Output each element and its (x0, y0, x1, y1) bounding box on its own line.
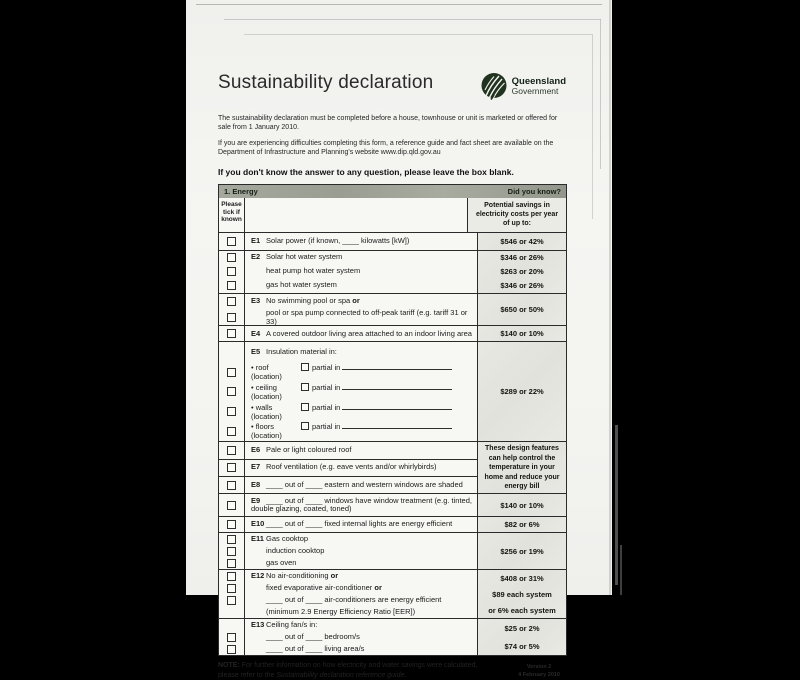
tick-checkbox[interactable] (227, 253, 236, 262)
line-text (245, 595, 477, 606)
form-line (219, 606, 477, 618)
partial-in-label: partial in (312, 402, 341, 412)
savings-value: $289 or 22% (500, 387, 544, 397)
form-line (219, 582, 477, 594)
partial-in-label: partial in (312, 382, 341, 392)
row-main-E12 (219, 570, 477, 618)
tick-checkbox[interactable] (227, 407, 236, 416)
line-text (245, 462, 477, 473)
question-text: fixed evaporative air-conditioner (266, 582, 375, 592)
line-text (245, 266, 477, 277)
question-text-bold: or (374, 582, 382, 592)
location-label: (location) (251, 372, 282, 382)
question-text: gas hot water system (266, 280, 337, 290)
form-line (219, 619, 477, 631)
savings-value: $25 or 2% (504, 623, 540, 633)
tick-checkbox[interactable] (227, 297, 236, 306)
form-line (219, 326, 477, 341)
question-text: No swimming pool or spa (266, 296, 353, 306)
tick-cell (219, 494, 245, 516)
partial-in-label: partial in (312, 422, 341, 432)
location-blank[interactable] (342, 382, 452, 390)
row-number: E5 (251, 346, 261, 356)
question-text: Gas cooktop (266, 533, 309, 543)
tick-cell (219, 643, 245, 655)
question-text: Solar hot water system (266, 252, 343, 262)
savings-cell-E5 (477, 342, 566, 441)
tick-checkbox[interactable] (227, 481, 236, 490)
form-line (219, 402, 477, 422)
table-rows (219, 233, 566, 656)
form-line (219, 421, 477, 441)
savings-value: $140 or 10% (500, 500, 544, 510)
tick-checkbox[interactable] (227, 313, 236, 322)
logo-text-queensland: Queensland (511, 75, 566, 87)
savings-value: $650 or 50% (500, 304, 544, 314)
table-row-E11 (219, 533, 566, 570)
savings-value: $346 or 26% (500, 281, 544, 290)
question-text: ____ out of ____ windows have window treatment (e.g. tinted, double glazing, coated, toned) (251, 495, 472, 514)
tick-checkbox[interactable] (227, 520, 236, 529)
savings-cell-E10 (477, 517, 566, 532)
savings-value: $74 or 5% (504, 641, 540, 651)
tick-cell (219, 606, 245, 618)
tick-cell (219, 460, 245, 476)
partial-checkbox[interactable] (301, 422, 309, 430)
table-row-E9 (219, 494, 566, 517)
form-line (219, 265, 477, 279)
line-text (245, 496, 477, 516)
tick-cell (219, 594, 245, 606)
row-number: E10 (251, 519, 265, 529)
line-text (245, 534, 477, 545)
row-main-E13 (219, 619, 477, 655)
row-number: E8 (251, 479, 261, 489)
page-title: Sustainability declaration (218, 72, 434, 93)
row-main-E4 (219, 326, 477, 341)
form-line (219, 307, 477, 326)
tick-checkbox[interactable] (227, 645, 236, 654)
section-header-bar (219, 185, 566, 198)
question-text: heat pump hot water system (266, 266, 361, 276)
document-header (218, 72, 566, 101)
line-text (245, 519, 477, 530)
table-row-E4 (219, 326, 566, 342)
line-text (245, 361, 477, 383)
savings-value: $408 or 31% (500, 573, 544, 583)
tick-cell (219, 326, 245, 341)
savings-cell-E12 (477, 570, 566, 618)
savings-cell-E9 (477, 494, 566, 516)
table-row-E6-E8 (219, 442, 566, 494)
line-text (245, 583, 477, 594)
tick-cell (219, 342, 245, 362)
location-label: (location) (251, 411, 282, 421)
tick-cell (219, 477, 245, 493)
tick-cell (219, 362, 245, 382)
table-column-headers (219, 198, 566, 233)
table-subrow (219, 460, 477, 477)
form-line (219, 594, 477, 606)
insulation-area-label: • floors (251, 422, 275, 432)
row-number: E11 (251, 533, 264, 543)
line-text (245, 546, 477, 557)
form-line (219, 557, 477, 569)
line-text (245, 308, 477, 328)
question-text: Ceiling fan/s in: (266, 619, 318, 629)
question-column-header (245, 198, 467, 232)
row-number: E3 (251, 296, 261, 306)
row-main-E5 (219, 342, 477, 441)
line-text (245, 445, 477, 456)
form-line (219, 533, 477, 545)
row-number: E2 (251, 252, 261, 262)
savings-value: $346 or 26% (500, 253, 544, 262)
tick-cell (219, 442, 245, 458)
intro-paragraph-1: The sustainability declaration must be completed before a house, townhouse or unit is marketed or offered for sale from 1 January 2010. (218, 115, 558, 132)
row-number: E1 (251, 235, 261, 245)
tick-cell (219, 251, 245, 265)
energy-section-table (218, 184, 567, 657)
tick-checkbox[interactable] (227, 267, 236, 276)
tick-checkbox[interactable] (227, 463, 236, 472)
table-row-E5 (219, 342, 566, 442)
tick-checkbox[interactable] (227, 281, 236, 290)
question-text: ____ out of ____ living area/s (266, 643, 365, 653)
line-text (245, 607, 477, 618)
sheet-edge-artifact (609, 0, 611, 595)
tick-cell (219, 265, 245, 279)
section-title: 1. Energy (224, 186, 258, 196)
question-text: ____ out of ____ bedroom/s (266, 631, 360, 641)
savings-cell-E3 (477, 294, 566, 326)
row-main-E3 (219, 294, 477, 326)
row-number: E13 (251, 619, 265, 629)
tick-checkbox[interactable] (227, 584, 236, 593)
tick-checkbox[interactable] (227, 501, 236, 510)
version-block (518, 664, 566, 680)
question-text: ____ out of ____ eastern and western windows are shaded (266, 479, 463, 489)
savings-cell-E1 (477, 233, 566, 250)
sheet-edge-artifact (600, 19, 601, 169)
tick-checkbox[interactable] (227, 633, 236, 642)
question-text: ____ out of ____ fixed internal lights are energy efficient (266, 519, 453, 529)
row-number: E9 (251, 495, 261, 505)
tick-checkbox[interactable] (227, 427, 236, 436)
question-text: Solar power (if known, ____ kilowatts [kW]) (266, 235, 410, 245)
insulation-area-label: • ceiling (251, 382, 277, 392)
form-line (219, 477, 477, 493)
line-text (245, 620, 477, 631)
tick-cell (219, 517, 245, 532)
tick-cell (219, 545, 245, 557)
location-label: (location) (251, 431, 282, 441)
tick-cell (219, 294, 245, 310)
sheet-edge-artifact (620, 545, 622, 595)
line-text (245, 252, 477, 263)
table-row-E13 (219, 619, 566, 655)
row-number: E6 (251, 444, 261, 454)
question-text: gas oven (266, 557, 297, 567)
version-date: 4 February 2010 (518, 672, 560, 679)
row-number: E4 (251, 328, 261, 338)
savings-value: $263 or 20% (500, 267, 544, 276)
tick-checkbox[interactable] (227, 368, 236, 377)
line-text (245, 571, 477, 582)
savings-note: These design features can help control the temperature in your home and reduce your energy bill (484, 445, 560, 490)
question-text: Roof ventilation (e.g. eave vents and/or whirlybirds) (266, 462, 437, 472)
row-number: E12 (251, 570, 265, 580)
qld-coat-of-arms-icon (481, 72, 508, 101)
row-number: E7 (251, 462, 261, 472)
savings-value: $82 or 6% (504, 520, 540, 530)
line-text (245, 296, 477, 307)
tick-cell (219, 557, 245, 569)
question-text: (minimum 2.9 Energy Efficiency Ratio [EER]) (266, 606, 416, 616)
form-line (219, 362, 477, 382)
question-text-bold: or (330, 570, 339, 580)
savings-cell-E13 (477, 619, 566, 655)
form-line (219, 233, 477, 250)
form-line (219, 442, 477, 458)
tick-cell (219, 631, 245, 643)
document-footer (218, 661, 566, 680)
savings-value: $140 or 10% (500, 329, 544, 339)
note-label: NOTE: (218, 662, 240, 670)
row-main-E11 (219, 533, 477, 569)
table-subrow (219, 442, 477, 459)
did-you-know-label: Did you know? (507, 186, 561, 196)
form-line (219, 251, 477, 265)
savings-cell-E11 (477, 533, 566, 569)
question-text: pool or spa pump connected to off-peak tariff (e.g. tariff 31 or 33) (266, 307, 468, 326)
partial-checkbox[interactable] (301, 403, 309, 411)
savings-cell-E2 (477, 251, 566, 293)
tick-cell (219, 619, 245, 631)
table-row-E3 (219, 294, 566, 327)
savings-value: $546 or 42% (500, 236, 544, 246)
line-text (245, 644, 477, 655)
tick-checkbox[interactable] (227, 387, 236, 396)
form-line (219, 570, 477, 582)
instruction-text: If you don't know the answer to any question, please leave the box blank. (218, 166, 514, 177)
row-main-E2 (219, 251, 477, 293)
location-label: (location) (251, 391, 282, 401)
line-text (245, 480, 477, 491)
form-line (219, 279, 477, 293)
note-text: NOTE: For further information on how electricity and water savings were calculated, please refer to the Sustainability declaration reference guide. (218, 662, 478, 679)
partial-checkbox[interactable] (301, 383, 309, 391)
partial-checkbox[interactable] (301, 363, 309, 371)
question-text: No air-conditioning (266, 570, 331, 580)
question-text-bold: or (352, 296, 360, 306)
line-text (245, 558, 477, 569)
tick-cell (219, 233, 245, 250)
partial-in-label: partial in (312, 363, 341, 373)
reference-guide-title: Sustainability declaration reference guide. (276, 671, 407, 679)
line-text (245, 236, 477, 247)
row-main-E1 (219, 233, 477, 250)
tick-cell (219, 402, 245, 422)
table-row-E1 (219, 233, 566, 251)
logo-text-government: Government (511, 86, 559, 97)
tick-cell (219, 533, 245, 545)
tick-cell (219, 279, 245, 293)
savings-cell-E4 (477, 326, 566, 341)
form-line (219, 517, 477, 532)
form-line (219, 545, 477, 557)
tick-cell (219, 382, 245, 402)
question-text: Insulation material in: (266, 346, 337, 356)
savings-value: $89 each system (492, 589, 552, 599)
tick-checkbox[interactable] (227, 535, 236, 544)
tick-checkbox[interactable] (227, 596, 236, 605)
tick-checkbox[interactable] (227, 329, 236, 338)
tick-checkbox[interactable] (227, 572, 236, 581)
tick-cell (219, 582, 245, 594)
insulation-area-label: • walls (251, 402, 273, 412)
tick-checkbox[interactable] (227, 547, 236, 556)
line-text (245, 381, 477, 403)
line-text (245, 347, 477, 358)
tick-cell (219, 570, 245, 582)
question-text: Pale or light coloured roof (266, 444, 352, 454)
table-row-E10 (219, 517, 566, 533)
savings-cell-E6-E8 (477, 442, 566, 493)
row-main-E9 (219, 494, 477, 516)
line-text (245, 632, 477, 643)
form-line (219, 643, 477, 655)
version-label: Version 2 (526, 664, 552, 671)
scanned-document-page (186, 0, 612, 679)
line-text (245, 401, 477, 423)
form-line (219, 631, 477, 643)
row-main-E6-E8 (219, 442, 477, 493)
row-main-E10 (219, 517, 477, 532)
form-line (219, 494, 477, 516)
sheet-edge-artifact (592, 34, 593, 219)
form-line (219, 382, 477, 402)
table-row-E2 (219, 251, 566, 294)
tick-cell (219, 421, 245, 441)
tick-checkbox[interactable] (227, 237, 236, 246)
savings-column-header: Potential savings in electricity costs per year of up to: (467, 198, 566, 232)
line-text (245, 329, 477, 340)
location-blank[interactable] (342, 402, 452, 410)
question-text: induction cooktop (266, 545, 325, 555)
savings-value: $256 or 19% (500, 546, 544, 556)
table-row-E12 (219, 570, 566, 619)
sheet-edge-artifact (615, 425, 618, 585)
tick-column-header: Please tick if known (219, 198, 245, 232)
question-text: ____ out of ____ air-conditioners are energy efficient (266, 594, 442, 604)
line-text (245, 420, 477, 442)
tick-cell (219, 310, 245, 326)
form-line (219, 342, 477, 362)
form-line (219, 460, 477, 476)
savings-value: or 6% each system (488, 605, 556, 615)
queensland-government-logo (481, 72, 566, 101)
table-subrow (219, 477, 477, 493)
line-text (245, 280, 477, 291)
insulation-area-label: • roof (251, 363, 269, 373)
tick-checkbox[interactable] (227, 446, 236, 455)
intro-paragraph-2: If you are experiencing difficulties completing this form, a reference guide and fact sheet are available on the Department of Infrastructure and Planning's website www.dip.qld.gov.au (218, 139, 554, 157)
location-blank[interactable] (342, 362, 452, 370)
location-blank[interactable] (342, 421, 452, 429)
tick-checkbox[interactable] (227, 559, 236, 568)
question-text: A covered outdoor living area attached to an indoor living area (266, 328, 472, 338)
